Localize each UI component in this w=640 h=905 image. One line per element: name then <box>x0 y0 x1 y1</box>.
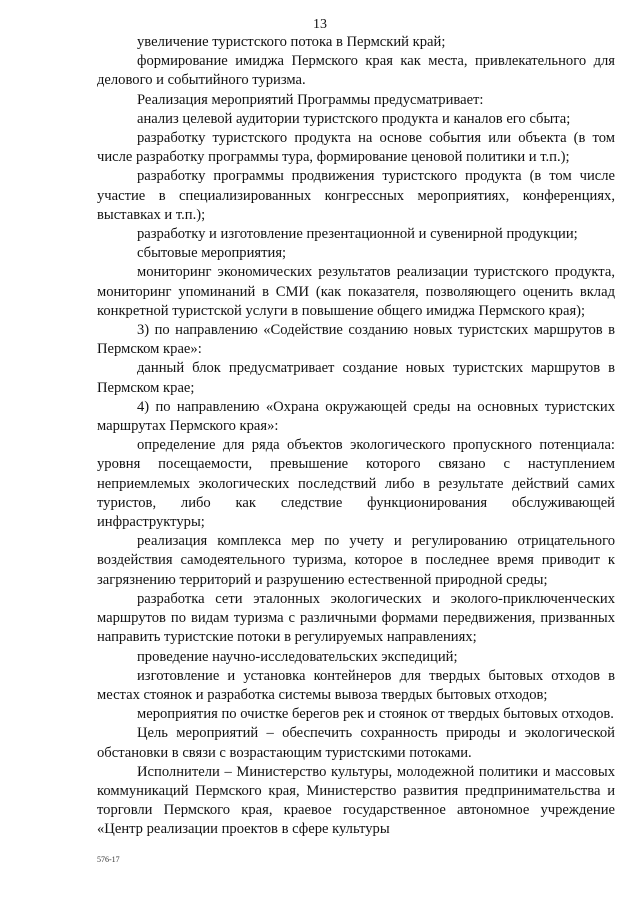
paragraph: определение для ряда объектов экологического пропускного потенциала: уровня посещаемости, превышение которого связано с наступлением неприемлемых экологических последствий либо в результате действий самих туристов, либо как следствие функционирования обслуживающей инфраструктуры; <box>97 437 615 531</box>
paragraph: изготовление и установка контейнеров для твердых бытовых отходов в местах стоянок и разработка системы вывоза твердых бытовых отходов; <box>97 667 615 703</box>
paragraph: сбытовые мероприятия; <box>137 245 287 262</box>
paragraph: разработку и изготовление презентационной и сувенирной продукции; <box>137 226 578 243</box>
paragraph: проведение научно-исследовательских экспедиций; <box>137 648 458 665</box>
paragraph: 3) по направлению «Содействие созданию новых туристских маршрутов в Пермском крае»: <box>97 322 615 358</box>
paragraph: разработку программы продвижения туристского продукта (в том числе участие в специализированных конгрессных мероприятиях, конференциях, выставках и т.п.); <box>97 168 615 223</box>
paragraph: Исполнители – Министерство культуры, молодежной политики и массовых коммуникаций Пермского края, Министерство развития предпринимательства и торговли Пермского края, краевое государственное автономное учреждение «Центр реализации проектов в сфере культуры <box>97 763 615 838</box>
document-code: 576-17 <box>97 855 120 864</box>
paragraph: увеличение туристского потока в Пермский край; <box>137 34 446 50</box>
paragraph: мероприятия по очистке берегов рек и стоянок от твердых бытовых отходов. <box>137 706 614 723</box>
paragraph: разработку туристского продукта на основе события или объекта (в том числе разработку программы тура, формирование ценовой политики и т.п.); <box>97 130 615 166</box>
page-number: 13 <box>313 17 327 32</box>
document-body <box>97 33 615 840</box>
paragraph: мониторинг экономических результатов реализации туристского продукта, мониторинг упоминаний в СМИ (как показателя, позволяющего оценить вклад конкретной туристской услуги в повышение общего имиджа Пермского края); <box>97 264 615 319</box>
paragraph: реализация комплекса мер по учету и регулированию отрицательного воздействия самодеятельного туризма, которое в последнее время приводит к загрязнению территорий и разрушению естественной природной среды; <box>97 533 615 588</box>
paragraph: формирование имиджа Пермского края как места, привлекательного для делового и событийного туризма. <box>97 53 615 89</box>
paragraph: анализ целевой аудитории туристского продукта и каналов его сбыта; <box>137 110 571 127</box>
paragraph: 4) по направлению «Охрана окружающей среды на основных туристских маршрутах Пермского края»: <box>97 398 615 435</box>
paragraph: Реализация мероприятий Программы предусматривает: <box>137 91 484 108</box>
paragraph: Цель мероприятий – обеспечить сохранность природы и экологической обстановки в связи с возрастающим туристскими потоками. <box>97 725 615 761</box>
paragraph: разработка сети эталонных экологических и эколого-приключенческих маршрутов по видам туризма с различными формами передвижения, призванных направить туристские потоки в регулируемых направлениях; <box>97 590 615 646</box>
paragraph: данный блок предусматривает создание новых туристских маршрутов в Пермском крае; <box>97 360 615 396</box>
